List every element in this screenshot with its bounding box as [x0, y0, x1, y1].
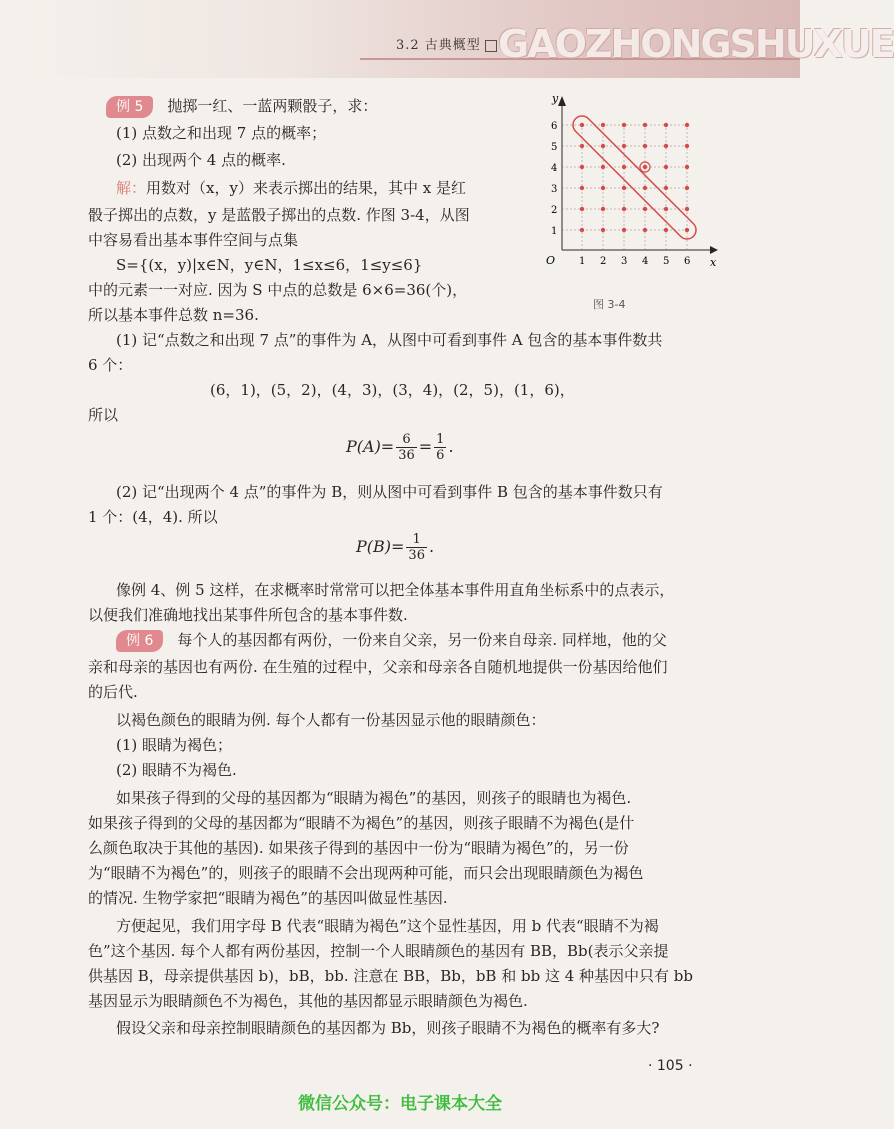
x-axis-label: x: [710, 256, 717, 269]
example5-solution-line1: [116, 176, 466, 200]
y-tick-label: 2: [551, 205, 558, 216]
outcome-point: [685, 228, 689, 232]
example6-badge: 例 6: [116, 630, 163, 652]
example5-q1: (1) 点数之和出现 7 点的概率；: [116, 124, 327, 142]
outcome-point: [601, 228, 605, 232]
outcome-point: [643, 186, 647, 190]
example6-line15: 基因显示为眼睛颜色不为褐色，其他的基因都显示眼睛颜色为褐色.: [88, 992, 528, 1010]
outcome-point: [685, 165, 689, 169]
example6-line1: 每个人的基因都有两份，一份来自父亲，另一份来自母亲. 同样地，他的父: [177, 631, 667, 649]
outcome-point: [664, 228, 668, 232]
y-axis-arrow-icon: [558, 96, 566, 106]
outcome-point: [601, 123, 605, 127]
pb-lhs: P(B)=: [356, 537, 405, 556]
section-label: [396, 34, 497, 53]
outcome-point: [664, 207, 668, 211]
figure-caption: 图 3-4: [593, 298, 626, 311]
outcome-point: [685, 186, 689, 190]
summary-line1: 像例 4、例 5 这样，在求概率时常常可以把全体基本事件用直角坐标系中的点表示，: [116, 581, 675, 599]
part2-line2: 1 个：(4，4). 所以: [88, 508, 218, 526]
outcome-point: [664, 123, 668, 127]
sum-seven-loop: [573, 116, 696, 239]
x-tick-label: 6: [684, 256, 691, 267]
y-tick-label: 3: [551, 184, 558, 195]
example5-solution-line4: 中的元素一一对应. 因为 S 中点的总数是 6×6=36(个)，: [88, 281, 468, 299]
example6-line11: 的情况. 生物学家把“眼睛为褐色”的基因叫做显性基因.: [88, 889, 448, 907]
outcome-point: [580, 165, 584, 169]
example5-solution-line3: 中容易看出基本事件空间与点集: [88, 231, 299, 249]
example6-line10: 为“眼睛不为褐色”的，则孩子的眼睛不会出现两种可能，而只会出现眼睛颜色为褐色: [88, 864, 644, 882]
example6-line9: 么颜色取决于其他的基因). 如果孩子得到的基因中一份为“眼睛为褐色”的，另一份: [88, 839, 629, 857]
tick-labels: [551, 121, 690, 267]
outcome-pairs: (6，1)，(5，2)，(4，3)，(3，4)，(2，5)，(1，6)，: [210, 381, 575, 399]
example6-line16: 假设父亲和母亲控制眼睛颜色的基因都为 Bb，则孩子眼睛不为褐色的概率有多大?: [116, 1019, 660, 1037]
y-tick-label: 1: [551, 226, 558, 237]
pa-lhs: P(A)=: [346, 437, 395, 456]
pa-fraction-1-num: 6: [396, 432, 417, 448]
sample-space-set: S={(x，y)|x∈N，y∈N，1≤x≤6，1≤y≤6}: [116, 256, 423, 274]
outcome-point: [685, 207, 689, 211]
dice-outcome-grid-figure: [532, 92, 722, 270]
pa-fraction-1-den: 36: [398, 448, 415, 463]
solution-text-1: 用数对（x，y）来表示掷出的结果，其中 x 是红: [146, 179, 466, 197]
x-tick-label: 4: [642, 256, 649, 267]
section-square-icon: [485, 40, 497, 52]
outcome-point: [643, 144, 647, 148]
example5-solution-line2: 骰子掷出的点数，y 是蓝骰子掷出的点数. 作图 3-4，从图: [88, 206, 470, 224]
probability-a-formula: [346, 432, 454, 463]
example5-prompt: 抛掷一红、一蓝两颗骰子，求：: [167, 97, 378, 115]
outcome-point: [622, 165, 626, 169]
example6-heading: [116, 628, 667, 652]
example6-line5: (1) 眼睛为褐色；: [116, 736, 233, 754]
wechat-watermark: 微信公众号：电子课本大全: [298, 1094, 502, 1114]
example5-heading: [106, 94, 377, 118]
pb-fraction-den: 36: [408, 548, 425, 563]
outcome-point: [622, 228, 626, 232]
outcome-point: [622, 207, 626, 211]
pa-fraction-1: [396, 432, 417, 463]
outcome-point: [622, 123, 626, 127]
outcome-point: [580, 123, 584, 127]
example6-line6: (2) 眼睛不为褐色.: [116, 761, 237, 779]
example6-line2: 亲和母亲的基因也有两份. 在生殖的过程中，父亲和母亲各自随机地提供一份基因给他们: [88, 658, 668, 676]
example5-solution-line5: 所以基本事件总数 n=36.: [88, 306, 259, 324]
pb-end: .: [428, 537, 435, 556]
outcome-point: [622, 186, 626, 190]
outcome-point: [601, 144, 605, 148]
brand-watermark: GAOZHONGSHUXUE: [498, 22, 894, 66]
solution-mark: 解：: [116, 179, 147, 197]
pa-fraction-2-den: 6: [436, 448, 445, 463]
outcome-point: [601, 165, 605, 169]
outcome-point: [664, 165, 668, 169]
outcome-point: [643, 207, 647, 211]
example5-q2: (2) 出现两个 4 点的概率.: [116, 151, 286, 169]
pa-fraction-2: [434, 432, 446, 463]
grid-dots: [580, 123, 689, 232]
outcome-point: [643, 165, 647, 169]
section-title: 3.2 古典概型: [396, 38, 481, 53]
pb-fraction: [406, 532, 427, 563]
x-tick-label: 5: [663, 256, 670, 267]
outcome-point: [685, 144, 689, 148]
page-number: · 105 ·: [648, 1058, 693, 1074]
y-axis-label: y: [552, 92, 559, 105]
outcome-point: [580, 228, 584, 232]
outcome-point: [622, 144, 626, 148]
y-tick-label: 4: [551, 163, 558, 174]
outcome-point: [664, 144, 668, 148]
outcome-point: [580, 207, 584, 211]
example6-line14: 供基因 B，母亲提供基因 b)，bB，bb. 注意在 BB，Bb，bB 和 bb 这 4 种基因中只有 bb: [88, 967, 694, 985]
pa-fraction-2-num: 1: [436, 432, 445, 447]
example6-line7: 如果孩子得到的父母的基因都为“眼睛为褐色”的基因，则孩子的眼睛也为褐色.: [116, 789, 632, 807]
outcome-point: [685, 123, 689, 127]
example6-line8: 如果孩子得到的父母的基因都为“眼睛不为褐色”的基因，则孩子眼睛不为褐色(是什: [88, 814, 635, 832]
outcome-point: [664, 186, 668, 190]
example5-badge: 例 5: [106, 96, 153, 118]
y-tick-label: 5: [551, 142, 558, 153]
summary-line2: 以便我们准确地找出某事件所包含的基本事件数.: [88, 606, 408, 624]
example6-line12: 方便起见，我们用字母 B 代表“眼睛为褐色”这个显性基因，用 b 代表“眼睛不为褐: [116, 917, 659, 935]
x-axis-arrow-icon: [710, 246, 718, 254]
therefore-1: 所以: [88, 406, 119, 424]
part1-line1: (1) 记“点数之和出现 7 点”的事件为 A，从图中可看到事件 A 包含的基本事件数共: [116, 331, 663, 349]
pb-fraction-num: 1: [406, 532, 427, 548]
outcome-point: [580, 186, 584, 190]
part1-line2: 6 个：: [88, 356, 133, 374]
origin-label: O: [546, 254, 556, 267]
x-tick-label: 1: [579, 256, 586, 267]
outcome-point: [643, 123, 647, 127]
outcome-point: [643, 228, 647, 232]
x-tick-label: 3: [621, 256, 628, 267]
y-tick-label: 6: [551, 121, 558, 132]
outcome-point: [601, 207, 605, 211]
x-tick-label: 2: [600, 256, 607, 267]
outcome-point: [580, 144, 584, 148]
probability-b-formula: [356, 532, 434, 563]
example6-line3: 的后代.: [88, 683, 138, 701]
pa-end: .: [448, 437, 454, 456]
example6-line13: 色”这个基因. 每个人都有两份基因，控制一个人眼睛颜色的基因有 BB，Bb(表示父亲提: [88, 942, 669, 960]
outcome-point: [601, 186, 605, 190]
pa-equals: =: [418, 437, 433, 456]
part2-line1: (2) 记“出现两个 4 点”的事件为 B，则从图中可看到事件 B 包含的基本事件数只有: [116, 483, 663, 501]
example6-line4: 以褐色颜色的眼睛为例. 每个人都有一份基因显示他的眼睛颜色：: [116, 711, 546, 729]
